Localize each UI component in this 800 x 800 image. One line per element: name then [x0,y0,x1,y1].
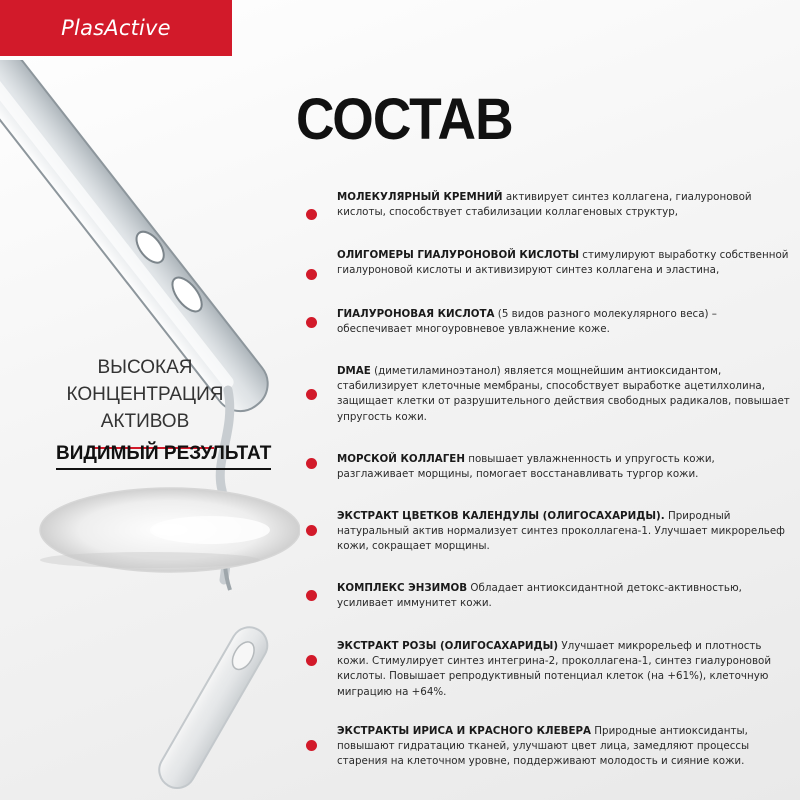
bullet-icon [306,740,317,751]
page-title: СОСТАВ [296,87,513,152]
ingredient-name: ЭКСТРАКТ РОЗЫ (ОЛИГОСАХАРИДЫ) [337,640,559,652]
ingredient-desc: Улучшает микрорельеф и плотность кожи. Стимулирует синтез интегрина-2, проколлагена-1, синтез гиалуроновой кислоты. Повышает репродуктивный потенциал клеток (на +61%), клеточную миграцию на +64%. [337,640,772,698]
ingredient-text [337,639,795,700]
ingredient-desc: (5 видов разного молекулярного веса) – обеспечивает многоуровневое увлажнение коже. [337,308,717,336]
bullet-icon [306,317,317,328]
ingredient-text [337,364,795,425]
ingredient-name: ЭКСТРАКТ ЦВЕТКОВ КАЛЕНДУЛЫ (ОЛИГОСАХАРИДЫ). [337,510,665,522]
bullet-icon [306,389,317,400]
ingredient-desc: стимулируют выработку собственной гиалуроновой кислоты и активизируют синтез коллагена и эластина, [337,249,789,277]
brand-name: PlasActive [61,16,171,40]
ingredient-text [337,581,795,611]
ingredient-text [337,248,795,278]
ingredient-name: КОМПЛЕКС ЭНЗИМОВ [337,582,468,594]
bullet-icon [306,655,317,666]
bullet-icon [306,269,317,280]
ingredient-name: МОРСКОЙ КОЛЛАГЕН [337,453,465,465]
tagline-block [30,354,260,449]
bullet-icon [306,525,317,536]
bullet-icon [306,209,317,220]
pipette-reflection [153,621,274,795]
ingredient-desc: активирует синтез коллагена, гиалуроновой кислоты, способствует стабилизации коллагеновых структур, [337,191,752,219]
tagline-line-1: ВЫСОКАЯ КОНЦЕНТРАЦИЯ [66,357,224,405]
ingredient-desc: Обладает антиоксидантной детокс-активностью, усиливает иммунитет кожи. [337,582,742,610]
bullet-icon [306,590,317,601]
ingredient-desc: Природные антиоксиданты, повышают гидратацию тканей, улучшают цвет лица, замедляют процессы старения на клеточном уровне, поддерживают молодость и сияние кожи. [337,725,750,768]
ingredient-name: ЭКСТРАКТЫ ИРИСА И КРАСНОГО КЛЕВЕРА [337,725,592,737]
ingredient-name: ГИАЛУРОНОВАЯ КИСЛОТА [337,308,495,320]
ingredient-text [337,724,795,770]
ingredient-name: МОЛЕКУЛЯРНЫЙ КРЕМНИЙ [337,191,503,203]
ingredient-text [337,509,795,555]
ingredient-text [337,190,795,220]
tagline-line-2: АКТИВОВ [100,411,190,432]
result-heading: ВИДИМЫЙ РЕЗУЛЬТАТ [56,443,271,470]
ingredient-name: DMAE [337,365,371,377]
ingredient-desc: (диметиламиноэтанол) является мощнейшим антиоксидантом, стабилизирует клеточные мембраны, способствует выработке ацетилхолина, защищает клетки от разрушительного действия свободных радикалов, повышает упругость кожи. [337,365,790,423]
ingredient-text [337,452,795,482]
ingredient-desc: повышает увлажненность и упругость кожи, разглаживает морщины, помогает восстанавливать тургор кожи. [337,453,715,481]
ingredient-text [337,307,795,337]
brand-logo [0,0,232,56]
ingredient-name: ОЛИГОМЕРЫ ГИАЛУРОНОВОЙ КИСЛОТЫ [337,249,580,261]
bullet-icon [306,458,317,469]
ingredient-desc: Природный натуральный актив нормализует синтез проколлагена-1. Улучшает микрорельеф кожи, сокращает морщины. [337,510,785,553]
